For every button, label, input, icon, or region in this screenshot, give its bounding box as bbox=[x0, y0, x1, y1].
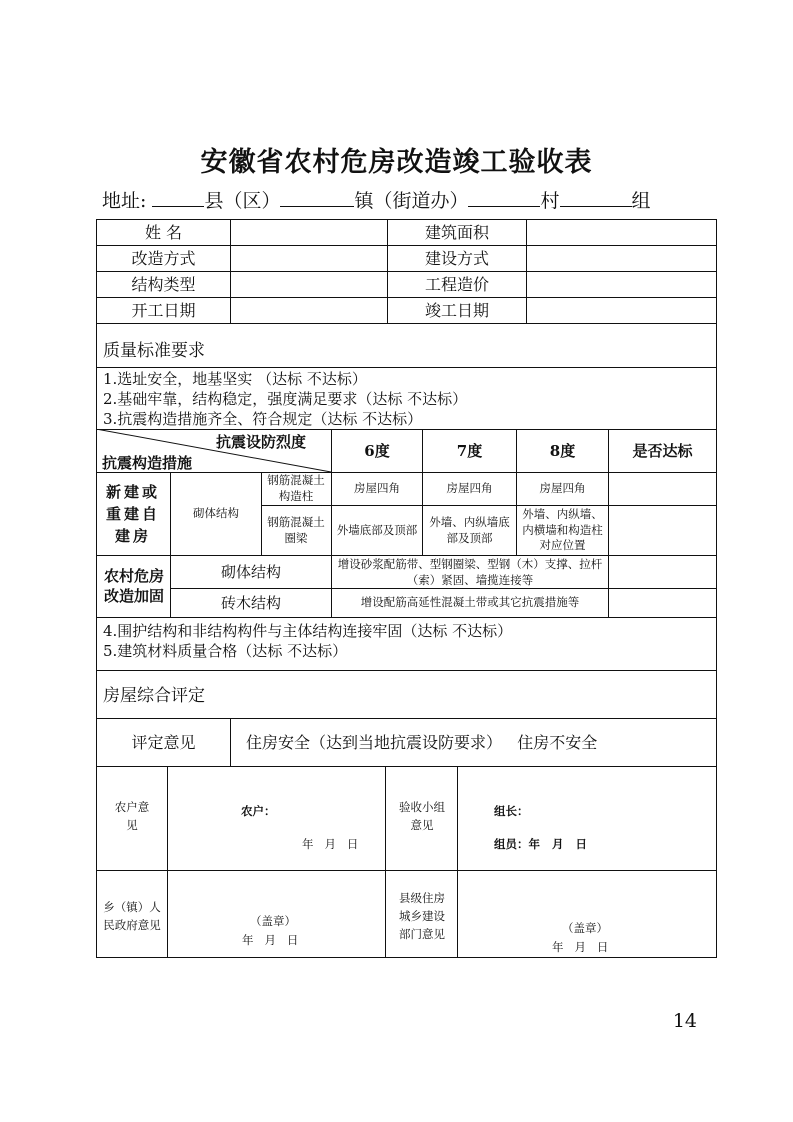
row-divider bbox=[96, 870, 717, 871]
area-label: 建筑面积 bbox=[424, 222, 489, 242]
cost-field[interactable] bbox=[527, 272, 716, 297]
method-field[interactable] bbox=[231, 246, 387, 271]
name-label: 姓 名 bbox=[144, 222, 183, 242]
col-divider bbox=[167, 766, 168, 957]
quality-items bbox=[103, 369, 467, 429]
row-divider bbox=[96, 323, 717, 324]
rc-ring-beam-pass-field[interactable] bbox=[609, 506, 716, 555]
build-method-field[interactable] bbox=[527, 246, 716, 271]
retro-brickwood-label: 砖木结构 bbox=[220, 593, 281, 612]
end-date-label: 竣工日期 bbox=[424, 300, 489, 320]
township-seal: （盖章） bbox=[250, 914, 296, 928]
quality-item: 4.围护结构和非结构构件与主体结构连接牢固（达标 不达标） bbox=[103, 622, 513, 640]
row-divider bbox=[96, 367, 717, 368]
farmer-opinion-label: 农户意见 bbox=[114, 800, 150, 832]
corner-6: 房屋四角 bbox=[354, 481, 400, 496]
rc-column-label: 钢筋混凝土构造柱 bbox=[267, 473, 325, 503]
farmer-sign[interactable]: 农户： bbox=[241, 804, 276, 818]
col-8-degree: 8度 bbox=[549, 441, 576, 460]
end-date-field[interactable] bbox=[527, 298, 716, 323]
structure-label: 结构类型 bbox=[131, 274, 196, 294]
evaluation-heading: 房屋综合评定 bbox=[103, 685, 205, 706]
retro-brickwood-pass-field[interactable] bbox=[609, 589, 716, 617]
address-town: 镇（街道办） bbox=[354, 190, 469, 212]
name-field[interactable] bbox=[231, 220, 387, 245]
col-divider bbox=[230, 718, 231, 766]
retro-masonry-desc: 增设砂浆配筋带、型钢圈梁、型钢（木）支撑、拉杆（索）紧固、墙揽连接等 bbox=[337, 557, 603, 587]
quality-items-after bbox=[103, 621, 512, 661]
beam-8: 外墙、内纵墙、内横墙和构造柱对应位置 bbox=[522, 507, 603, 553]
address-village: 村 bbox=[540, 190, 560, 212]
town-blank[interactable] bbox=[280, 188, 354, 207]
address-county: 县（区） bbox=[204, 190, 281, 212]
col-divider bbox=[457, 766, 458, 957]
quality-item: 1.选址安全，地基坚实 （达标 不达标） bbox=[103, 370, 367, 388]
beam-6: 外墙底部及顶部 bbox=[336, 522, 418, 537]
quality-item: 2.基础牢靠，结构稳定，强度满足要求（达标 不达标） bbox=[103, 390, 468, 408]
col-divider bbox=[261, 472, 262, 555]
col-divider bbox=[385, 766, 386, 957]
page-title: 安徽省农村危房改造竣工验收表 bbox=[200, 147, 593, 178]
rc-column-pass-field[interactable] bbox=[609, 473, 716, 505]
address-group: 组 bbox=[631, 190, 651, 212]
quality-item: 3.抗震构造措施齐全、符合规定（达标 不达标） bbox=[103, 410, 423, 428]
structure-field[interactable] bbox=[231, 272, 387, 297]
retro-masonry-pass-field[interactable] bbox=[609, 556, 716, 588]
col-7-degree: 7度 bbox=[456, 441, 483, 460]
row-divider bbox=[96, 766, 717, 767]
county-opinion-label: 县级住房城乡建设部门意见 bbox=[399, 891, 445, 941]
address-line bbox=[102, 186, 651, 213]
start-date-field[interactable] bbox=[231, 298, 387, 323]
retro-brickwood-desc: 增设配筋高延性混凝土带或其它抗震措施等 bbox=[360, 595, 580, 610]
seismic-corner-top: 抗震设防烈度 bbox=[216, 433, 307, 451]
quality-heading: 质量标准要求 bbox=[103, 340, 205, 361]
seismic-corner-bottom: 抗震构造措施 bbox=[102, 454, 193, 472]
corner-7: 房屋四角 bbox=[446, 481, 493, 496]
group-blank[interactable] bbox=[560, 188, 632, 207]
county-blank[interactable] bbox=[152, 188, 204, 207]
county-date[interactable]: 年 月 日 bbox=[552, 940, 609, 954]
team-opinion-label: 验收小组意见 bbox=[399, 800, 445, 832]
build-method-label: 建设方式 bbox=[424, 248, 489, 268]
table-border-left bbox=[96, 219, 97, 958]
table-border-bottom bbox=[96, 957, 717, 958]
retrofit-label: 农村危房改造加固 bbox=[103, 567, 164, 605]
team-leader[interactable]: 组长： bbox=[494, 804, 529, 818]
address-prefix: 地址: bbox=[102, 190, 147, 212]
start-date-label: 开工日期 bbox=[131, 300, 196, 320]
village-blank[interactable] bbox=[468, 188, 540, 207]
masonry-structure: 砌体结构 bbox=[193, 506, 239, 521]
township-date[interactable]: 年 月 日 bbox=[242, 933, 299, 947]
row-divider bbox=[96, 670, 717, 671]
col-6-degree: 6度 bbox=[364, 441, 390, 460]
new-build-label: 新建或重建自建房 bbox=[105, 483, 160, 545]
cost-label: 工程造价 bbox=[424, 274, 489, 294]
row-divider bbox=[96, 617, 717, 618]
rc-ring-beam-label: 钢筋混凝土圈梁 bbox=[267, 514, 325, 545]
corner-8: 房屋四角 bbox=[539, 481, 586, 496]
township-opinion-label: 乡（镇）人民政府意见 bbox=[103, 900, 161, 932]
area-field[interactable] bbox=[527, 220, 716, 245]
evaluation-options[interactable]: 住房安全（达到当地抗震设防要求） 住房不安全 bbox=[246, 732, 598, 752]
method-label: 改造方式 bbox=[131, 248, 196, 268]
quality-item: 5.建筑材料质量合格（达标 不达标） bbox=[103, 642, 348, 660]
page-number: 14 bbox=[672, 1010, 697, 1032]
col-pass: 是否达标 bbox=[632, 441, 693, 460]
evaluation-label: 评定意见 bbox=[131, 732, 196, 752]
beam-7: 外墙、内纵墙底部及顶部 bbox=[429, 514, 510, 545]
county-seal: （盖章） bbox=[562, 921, 608, 935]
farmer-date[interactable]: 年 月 日 bbox=[302, 837, 359, 851]
team-member[interactable]: 组员：年 月 日 bbox=[494, 837, 588, 851]
retro-masonry-label: 砌体结构 bbox=[220, 562, 281, 581]
